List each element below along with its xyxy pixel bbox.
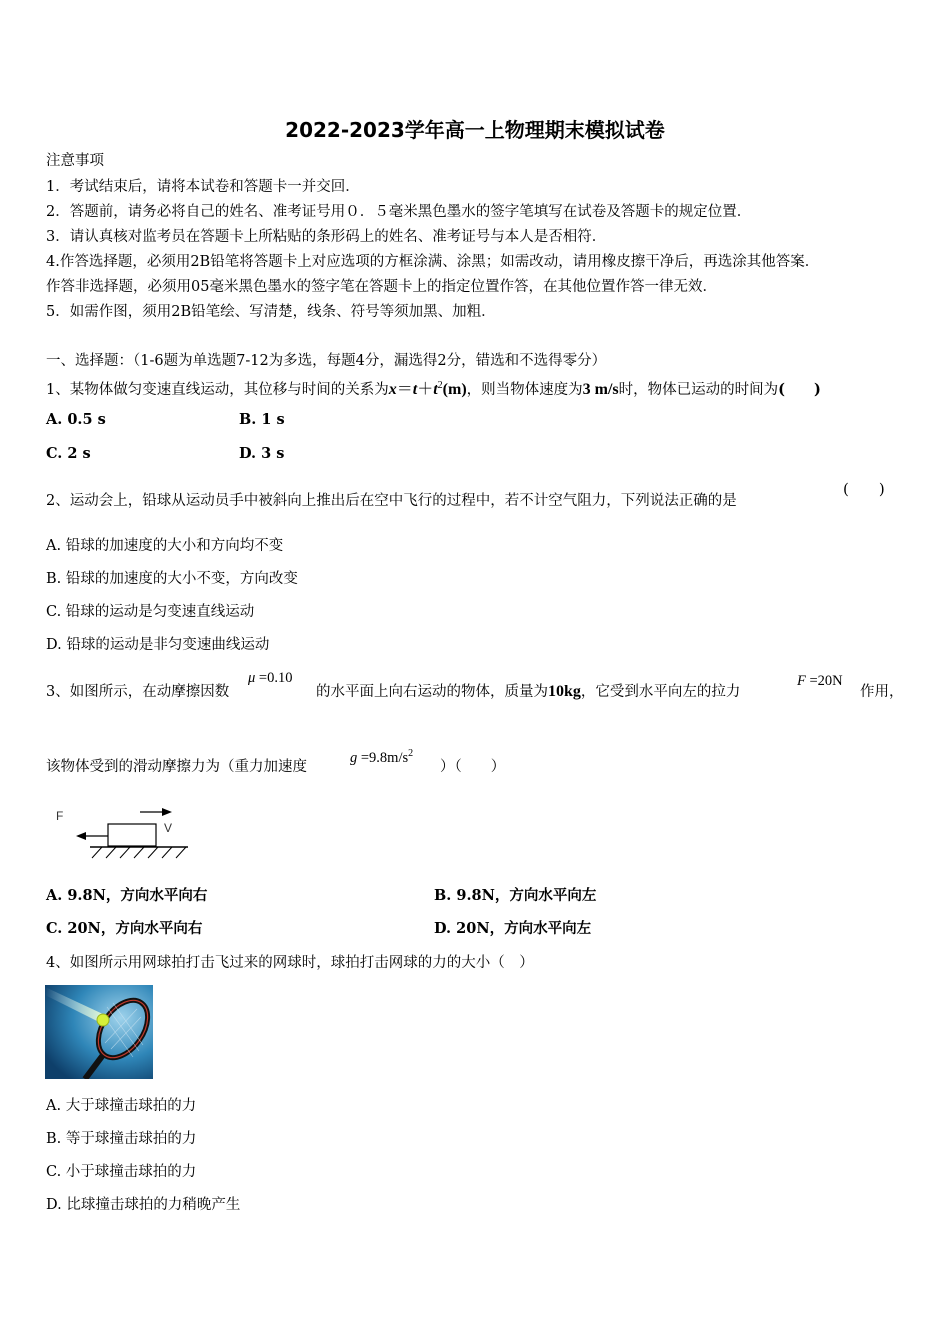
question-2-answer-paren: ( ): [843, 480, 885, 498]
question-1-option-d: D. 3 s: [239, 445, 285, 462]
mu-formula: μ =0.10: [248, 670, 293, 686]
question-1-option-b: B. 1 s: [239, 411, 285, 428]
friction-diagram: [48, 800, 193, 870]
question-4-option-d: D. 比球撞击球拍的力稍晚产生: [46, 1197, 241, 1213]
question-2-stem: 2、运动会上，铅球从运动员手中被斜向上推出后在空中飞行的过程中，若不计空气阻力，下列说法正确的是: [46, 493, 737, 509]
page-title: 2022-2023学年高一上物理期末模拟试卷: [285, 118, 665, 142]
question-3-stem-b: 的水平面上向右运动的物体，质量为10kg，它受到水平向左的拉力: [316, 683, 741, 700]
question-1-stem: 1、某物体做匀变速直线运动，其位移与时间的关系为$x=t+t^2(m)$，则当物体速度为3 m/s时，物体已运动的时间为( ): [46, 380, 821, 398]
question-3-option-b: B. 9.8N，方向水平向左: [434, 887, 597, 904]
section-heading: 一、选择题：（1-6题为单选题7-12为多选，每题4分，漏选得2分，错选和不选得零分）: [46, 353, 607, 369]
question-2-option-a: A. 铅球的加速度的大小和方向均不变: [46, 538, 284, 554]
question-1-option-a: A. 0.5 s: [46, 411, 106, 428]
notice-heading: 注意事项: [46, 153, 104, 169]
question-3-stem-d: 作用，: [860, 684, 904, 700]
question-3-option-a: A. 9.8N，方向水平向右: [46, 887, 208, 904]
velocity-arrowhead: [162, 808, 172, 816]
block: [108, 824, 156, 846]
force-label: F: [56, 809, 64, 823]
question-4-stem: 4、如图所示用网球拍打击飞过来的网球时，球拍打击网球的力的大小（ ）: [46, 955, 534, 971]
question-4-option-c: C. 小于球撞击球拍的力: [46, 1164, 197, 1180]
notice-item: 4.作答选择题，必须用2B铅笔将答题卡上对应选项的方框涂满、涂黑；如需改动，请用橡皮擦干净后，再选涂其他答案．: [46, 254, 820, 270]
notice-item: 3．请认真核对监考员在答题卡上所粘贴的条形码上的姓名、准考证号与本人是否相符．: [46, 229, 607, 245]
question-3-option-d: D. 20N，方向水平向左: [434, 920, 592, 937]
gravity-formula: $g =9.8m/s^2$: [350, 748, 414, 766]
velocity-label: V: [164, 821, 173, 835]
question-4-option-b: B. 等于球撞击球拍的力: [46, 1131, 197, 1147]
notice-item: 1．考试结束后，请将本试卷和答题卡一并交回．: [46, 179, 360, 195]
question-4-option-a: A. 大于球撞击球拍的力: [46, 1098, 197, 1114]
force-arrowhead: [76, 832, 86, 840]
question-2-option-d: D. 铅球的运动是非匀变速曲线运动: [46, 637, 270, 653]
question-2-option-c: C. 铅球的运动是匀变速直线运动: [46, 604, 255, 620]
question-3-stem-f: ）（ ）: [440, 759, 506, 775]
notice-item: 2．答题前，请务必将自己的姓名、准考证号用０．５毫米黑色墨水的签字笔填写在试卷及答题卡的规定位置．: [46, 204, 752, 220]
tennis-racket-image: [45, 985, 153, 1079]
question-3-option-c: C. 20N，方向水平向右: [46, 920, 203, 937]
question-3-stem-a: 3、如图所示，在动摩擦因数: [46, 684, 230, 700]
notice-item: 5．如需作图，须用2B铅笔绘、写清楚，线条、符号等须加黑、加粗．: [46, 304, 496, 320]
question-1-option-c: C. 2 s: [46, 445, 91, 462]
question-2-option-b: B. 铅球的加速度的大小不变，方向改变: [46, 571, 298, 587]
question-3-stem-e: 该物体受到的滑动摩擦力为（重力加速度: [46, 759, 307, 775]
force-formula: F =20N: [797, 673, 843, 689]
notice-item: 作答非选择题，必须用05毫米黑色墨水的签字笔在答题卡上的指定位置作答，在其他位置作答一律无效．: [46, 279, 717, 295]
ground-hatching: [92, 847, 186, 858]
